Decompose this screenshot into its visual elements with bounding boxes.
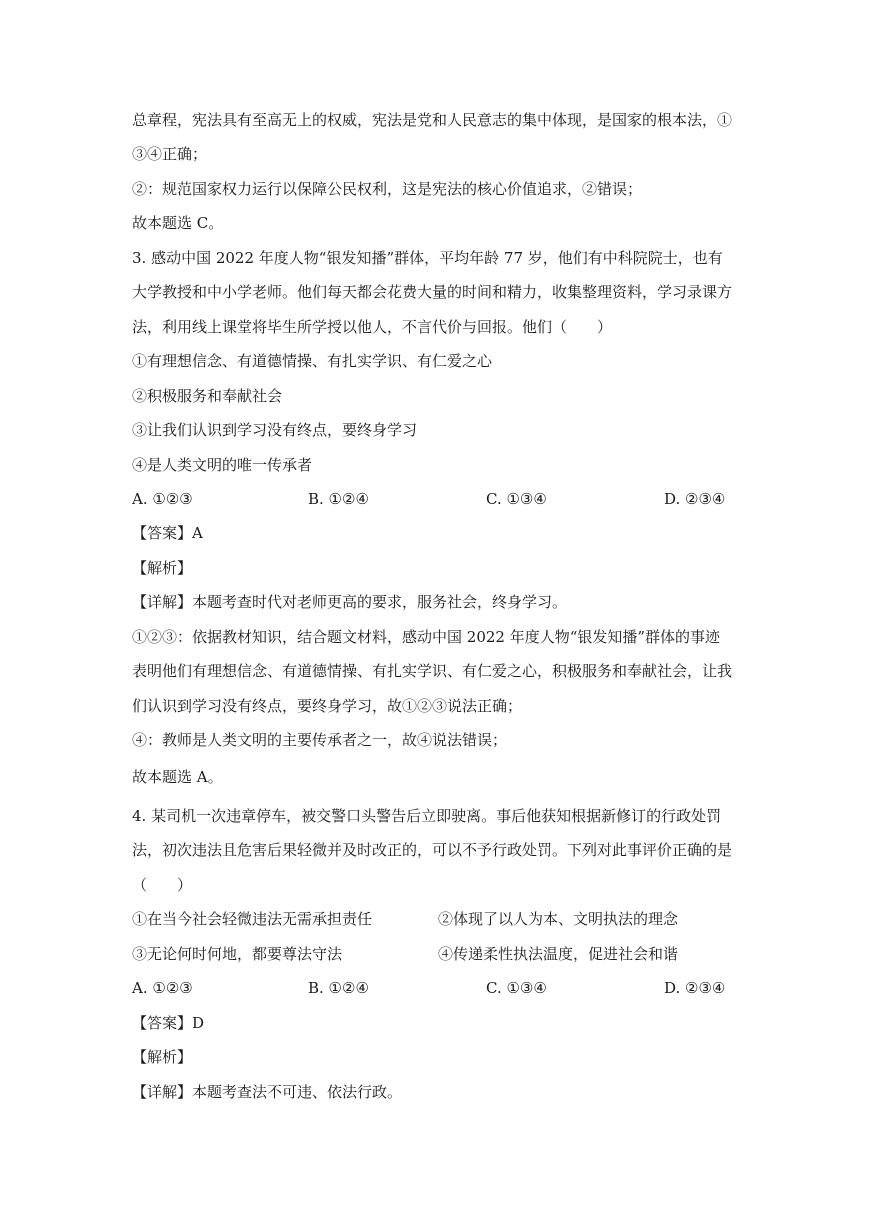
question-4-stem: （ ） — [132, 876, 193, 894]
question-4-statement: ④传递柔性执法温度，促进社会和谐 — [438, 945, 679, 963]
text-line: ②：规范国家权力运行以保障公民权利，这是宪法的核心价值追求，②错误； — [132, 180, 643, 198]
question-3-analysis-heading: 【解析】 — [132, 559, 193, 577]
text-line: ③④正确； — [132, 145, 208, 163]
question-4-analysis-heading: 【解析】 — [132, 1048, 193, 1066]
question-4-stem: 法，初次违法且危害后果轻微并及时改正的，可以不予行政处罚。下列对此事评价正确的是 — [132, 841, 733, 859]
question-3-option-c: C. ①③④ — [486, 490, 547, 508]
question-3-option-a: A. ①②③ — [132, 490, 193, 508]
question-3-statement: ④是人类文明的唯一传承者 — [132, 456, 313, 474]
question-4-statement: ②体现了以人为本、文明执法的理念 — [438, 910, 679, 928]
question-3-stem: 3. 感动中国 2022 年度人物“银发知播”群体，平均年龄 77 岁，他们有中科院院士，也有 — [132, 249, 723, 267]
question-3-explanation: 表明他们有理想信念、有道德情操、有扎实学识、有仁爱之心，积极服务和奉献社会，让我 — [132, 662, 733, 680]
question-3-statement: ③让我们认识到学习没有终点，要终身学习 — [132, 421, 418, 439]
question-3-detail: 【详解】本题考查时代对老师更高的要求，服务社会，终身学习。 — [132, 593, 568, 611]
question-3-explanation: 们认识到学习没有终点，要终身学习，故①②③说法正确； — [132, 697, 523, 715]
question-4-answer: 【答案】D — [132, 1014, 205, 1032]
question-4-statement: ③无论何时何地，都要尊法守法 — [132, 945, 343, 963]
question-4-statement: ①在当今社会轻微违法无需承担责任 — [132, 910, 373, 928]
question-3-conclusion: 故本题选 A。 — [132, 768, 223, 786]
question-4-stem: 4. 某司机一次违章停车，被交警口头警告后立即驶离。事后他获知根据新修订的行政处罚 — [132, 807, 722, 825]
question-4-option-d: D. ②③④ — [664, 979, 726, 997]
text-line: 总章程，宪法具有至高无上的权威，宪法是党和人民意志的集中体现，是国家的根本法，① — [132, 111, 733, 129]
question-4-option-b: B. ①②④ — [308, 979, 369, 997]
question-3-explanation: ①②③：依据教材知识，结合题文材料，感动中国 2022 年度人物“银发知播”群体的事迹 — [132, 628, 721, 646]
question-3-option-b: B. ①②④ — [308, 490, 369, 508]
question-3-stem: 法，利用线上课堂将毕生所学授以他人，不言代价与回报。他们（ ） — [132, 318, 613, 336]
question-3-answer: 【答案】A — [132, 524, 203, 542]
question-4-option-a: A. ①②③ — [132, 979, 193, 997]
question-3-statement: ①有理想信念、有道德情操、有扎实学识、有仁爱之心 — [132, 352, 493, 370]
question-4-option-c: C. ①③④ — [486, 979, 547, 997]
question-3-stem: 大学教授和中小学老师。他们每天都会花费大量的时间和精力，收集整理资料，学习录课方 — [132, 283, 733, 301]
question-3-explanation: ④：教师是人类文明的主要传承者之一，故④说法错误； — [132, 731, 508, 749]
question-4-detail: 【详解】本题考查法不可违、依法行政。 — [132, 1083, 403, 1101]
question-3-option-d: D. ②③④ — [664, 490, 726, 508]
question-3-statement: ②积极服务和奉献社会 — [132, 387, 283, 405]
text-line: 故本题选 C。 — [132, 214, 224, 232]
